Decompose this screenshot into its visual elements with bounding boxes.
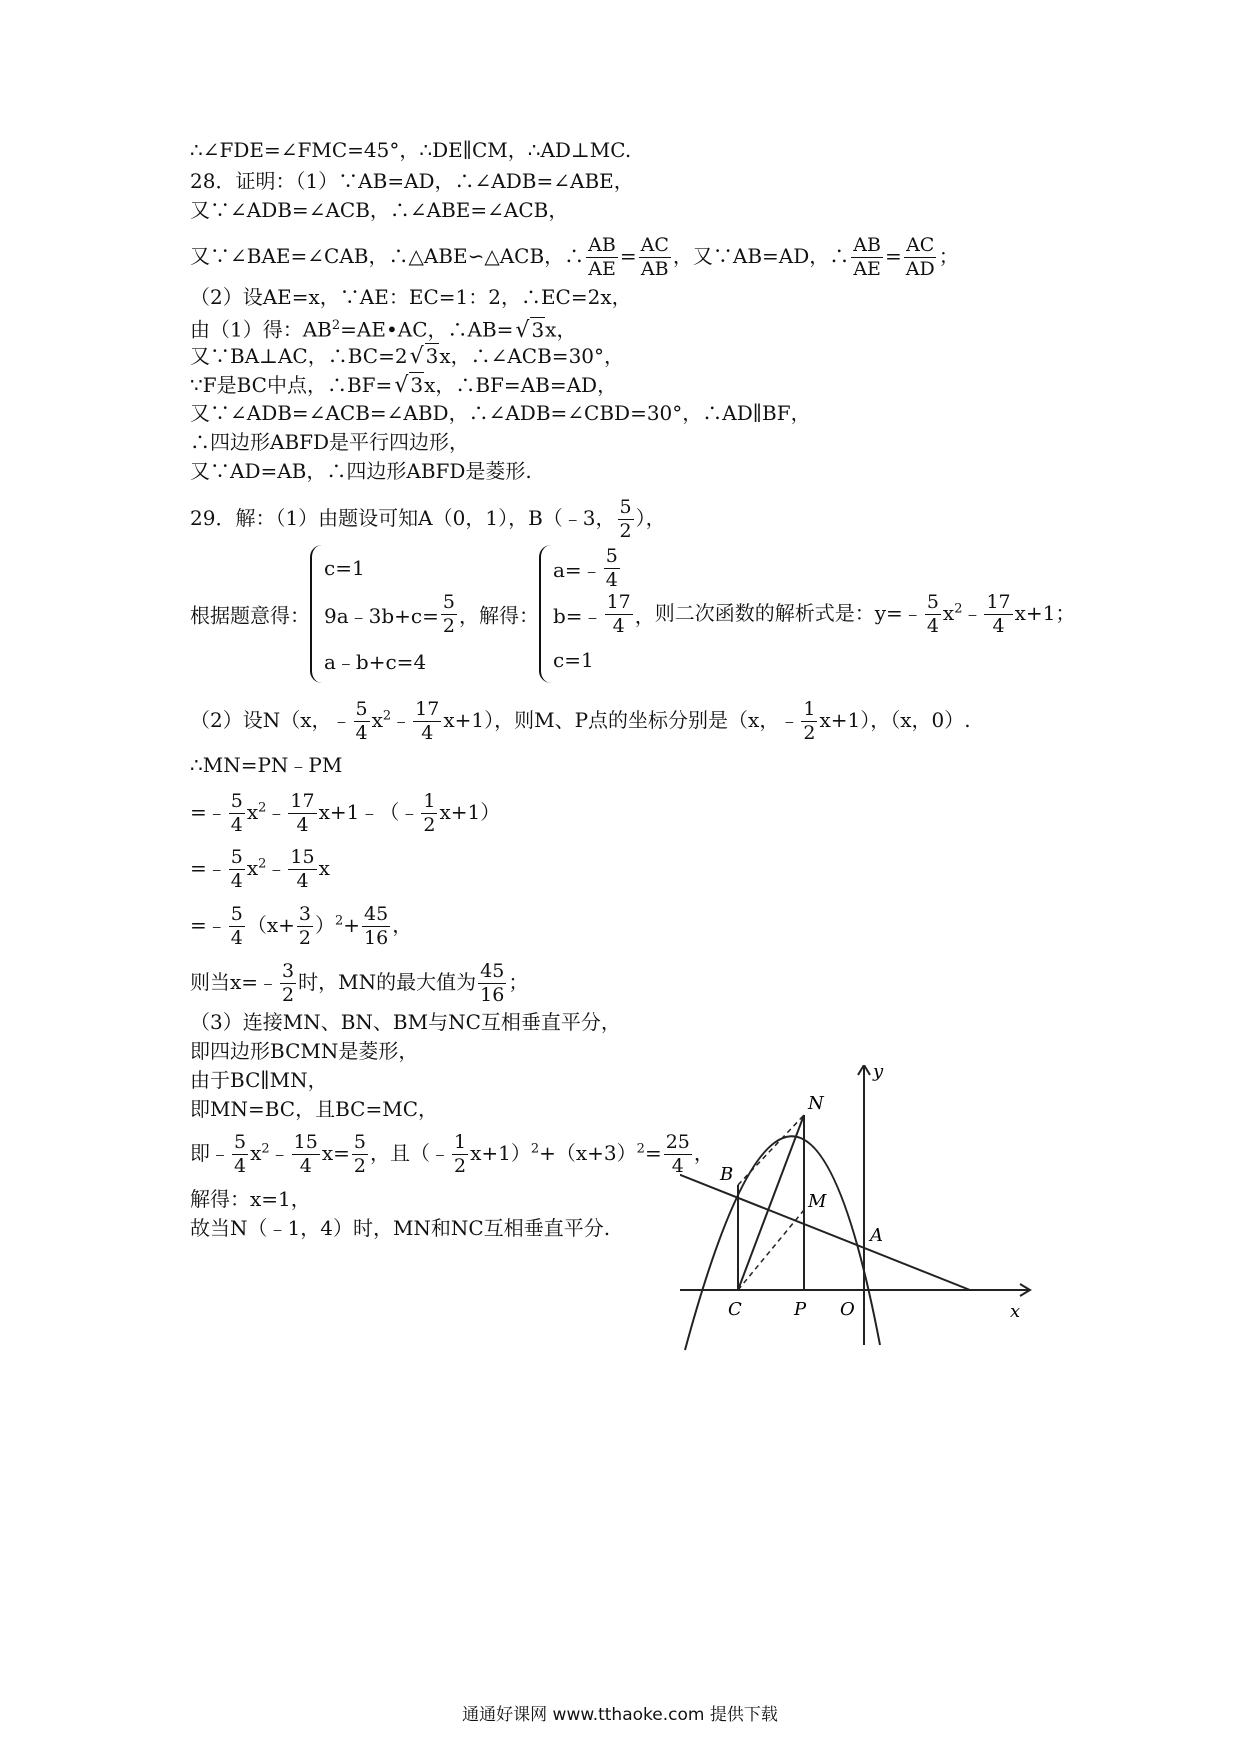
text-line: 由于BC∥MN， [190, 1068, 328, 1092]
text-line: ∴∠FDE=∠FMC=45°，∴DE∥CM，∴AD⊥MC. [190, 138, 632, 162]
label-n: N [808, 1093, 824, 1114]
text-line: 28．证明：（1）∵AB=AD，∴∠ADB=∠ABE， [190, 169, 634, 193]
solution-system: a=﹣ $\frac{5}{4}$ b=﹣ $\frac{17}{4}$ ， c=1 [539, 545, 655, 683]
text-line: 即四边形BCMN是菱形， [190, 1039, 419, 1063]
text-line: 又∵∠ADB=∠ACB，∴∠ABE=∠ACB， [190, 198, 569, 222]
fraction: $\frac{AB}{AE}$ [853, 234, 881, 280]
text-line: 故当N（﹣1，4）时，MN和NC互相垂直平分. [190, 1216, 611, 1240]
text-line: =﹣ $\frac{5}{4}$ $x^2﹣$ $\frac{15}{4}$ x [190, 846, 330, 892]
label-x: x [1010, 1301, 1021, 1322]
text: 又∵∠BAE=∠CAB，∴△ABE∽△ACB，∴ [190, 244, 585, 268]
text-line: 即MN=BC，且BC=MC， [190, 1097, 439, 1121]
text: ，又∵AB=AD，∴ [672, 244, 850, 268]
text-line: ∴四边形ABFD是平行四边形， [190, 430, 470, 454]
text-line: =﹣ $\frac{5}{4}$ $x^2﹣$ $\frac{17}{4}$ x+1﹣（﹣ $\frac{1}{2}$ x+1） [190, 790, 501, 836]
label-y: y [873, 1065, 884, 1082]
label-c: C [728, 1299, 742, 1320]
text-line: 又∵∠ADB=∠ACB=∠ABD，∴∠ADB=∠CBD=30°，∴AD∥BF， [190, 401, 811, 425]
text-line: 又∵AD=AB，∴四边形ABFD是菱形. [190, 459, 532, 483]
text-line: （3）连接MN、BN、BM与NC互相垂直平分， [190, 1010, 621, 1034]
text-line: ∵F是BC中点，∴BF=√ 3x，∴BF=AB=AD， [190, 373, 618, 398]
text-line: （2）设AE=x，∵AE：EC=1：2，∴EC=2x， [190, 285, 632, 309]
text-line: 由（1）得：$AB^2=AE•AC$，∴AB=√ 3x， [190, 317, 577, 343]
text-line: ∴MN=PN﹣PM [190, 753, 343, 777]
equation-system: c=1 9a﹣3b+c= $\frac{5}{2}$ ， a﹣b+c=4 [310, 545, 479, 683]
equation-system-line: 根据题意得： c=1 9a﹣3b+c= $\frac{5}{2}$ ， a﹣b+c=4 解得： a=﹣ $\frac{5}{4}$ b=﹣ $\frac{17}{4}$ ， c=1 则二次函数的解析式是：y=﹣ $\frac{5}{4}$ $x^2﹣$ $\frac{17}{4}$ x+1； [190, 545, 1075, 683]
text-line: =﹣ $\frac{5}{4}$ （x+ $\frac{3}{2}$ ）$^2$+ $\frac{45}{16}$ ， [190, 903, 413, 949]
text-line: 又∵∠BAE=∠CAB，∴△ABE∽△ACB，∴ $\frac{AB}{AE}$ = $\frac{AC}{AB}$ ，又∵AB=AD，∴ $\frac{AB}{AE}$ = $\frac{AC}{AD}$ ； [190, 234, 959, 280]
text-line: 即﹣ $\frac{5}{4}$ $x^2﹣$ $\frac{15}{4}$ x= $\frac{5}{2}$ ，且（﹣ $\frac{1}{2}$ $x+1)^2+(x+3)^2=$ $\frac{25}{4}$ ， [190, 1131, 714, 1177]
text-line: （2）设N（x，﹣ $\frac{5}{4}$ $x^2﹣$ $\frac{17}{4}$ x+1），则M、P点的坐标分别是（x，﹣ $\frac{1}{2}$ x+1），（x，0）. [190, 698, 971, 744]
text-line: 则当x=﹣ $\frac{3}{2}$ 时，MN的最大值为 $\frac{45}{16}$ ； [190, 960, 529, 1006]
footer: 通通好课网 www.tthaoke.com 提供下载 [462, 1705, 778, 1725]
label-a: A [870, 1225, 883, 1246]
label-m: M [808, 1191, 827, 1212]
text-line: 解得：x=1， [190, 1187, 311, 1211]
label-b: B [720, 1164, 734, 1185]
dashed-cm [738, 1210, 804, 1290]
label-p: P [794, 1299, 807, 1320]
fraction: $\frac{AC}{AD}$ [905, 234, 935, 280]
fraction: $\frac{AB}{AE}$ [588, 234, 616, 280]
text-line: 29．解：（1）由题设可知A（0，1），B（﹣3， $\frac{5}{2}$ ）， [190, 496, 666, 542]
text-line: 又∵BA⊥AC，∴BC=2√ 3x，∴∠ACB=30°， [190, 344, 625, 369]
label-o: O [840, 1299, 855, 1320]
fraction: $\frac{AC}{AB}$ [640, 234, 669, 280]
parabola-figure [680, 1065, 1050, 1365]
